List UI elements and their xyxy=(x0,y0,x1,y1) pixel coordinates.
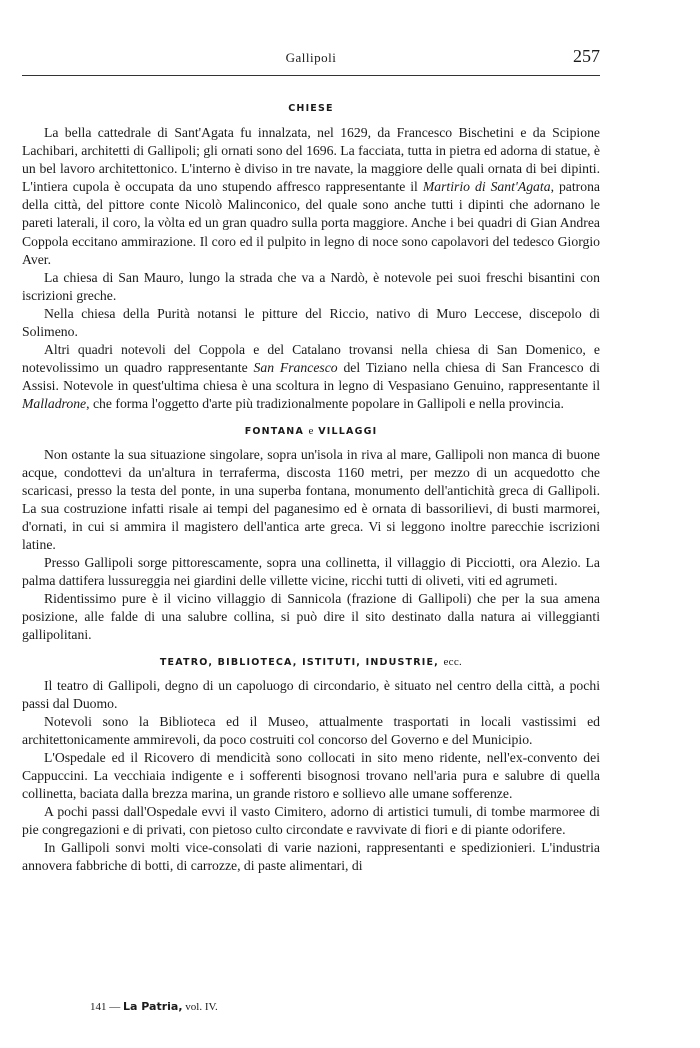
section-heading-chiese xyxy=(22,100,600,118)
paragraph xyxy=(22,124,600,269)
paragraph xyxy=(22,305,600,341)
heading-text: TEATRO, BIBLIOTECA, ISTITUTI, INDUSTRIE, xyxy=(159,656,439,668)
heading-text: CHIESE xyxy=(288,103,334,114)
text-run: , che forma l'oggetto d'arte più tradizionalmente popolare in Gallipoli e nella provincia. xyxy=(86,396,564,412)
section-heading-fontana xyxy=(22,422,600,440)
paragraph xyxy=(22,269,600,305)
text-run: Non ostante la sua situazione singolare, sopra un'isola in riva al mare, Gallipoli non manca di buone acque, condottevi da un'altura in terraferma, discosta 1160 metri, per mezzo di un acquedotto che scaricasi, presso la testa del ponte, in una superba fontana, monumento dell'antichità greca di Gallipoli. La sua costruzione infatti risale ai tempi del paganesimo ed è ornata di bassorilievi, di busti marmorei, d'ornati, in cui si ammira il magistero dell'antica arte greca. Vi si leggono inoltre parecchie iscrizioni latine. xyxy=(22,446,600,552)
heading-conjunction: e xyxy=(308,424,314,437)
page-body xyxy=(22,100,600,876)
page-number: 257 xyxy=(573,46,600,66)
text-run: L'Ospedale ed il Ricovero di mendicità sono collocati in sito meno ridente, nell'ex-convento dei Cappuccini. La vecchiaia indigente e i sofferenti bisognosi trovano nell'aria pura e salubre di quella collinetta, baciata dalla brezza marina, un grande ristoro e sollievo alle umane sofferenze. xyxy=(22,749,600,802)
heading-text: FONTANA xyxy=(244,425,305,437)
text-run: Ridentissimo pure è il vicino villaggio di Sannicola (frazione di Gallipoli) che per la sua amena posizione, alle falde di una salubre collina, si può dire il sito destinato dalla natura ai villeggianti gallipolitani. xyxy=(22,591,600,643)
text-run: La bella cattedrale di Sant'Agata fu innalzata, nel 1629, da Francesco Bischetini e da Scipione Lachibari, architetti di Gallipoli; gli ornati sono del 1696. La facciata, tutta in pietra ed adorna di statue, è un bel lavoro architettonico. L'interno è diviso in tre navate, la maggiore delle quali ornata di bei dipinti. L'intiera cupola è occupata da uno stupendo affresco rappresentante il xyxy=(22,125,600,195)
work-title: La Patria, xyxy=(123,1000,183,1013)
paragraph xyxy=(22,590,600,644)
text-run: A pochi passi dall'Ospedale evvi il vasto Cimitero, adorno di artistici tumuli, di tombe marmoree di pie congregazioni e di privati, con pietoso culto circondate e ravvivate di fiori e di piante odorifere. xyxy=(22,804,600,838)
text-run: del Tiziano nella chiesa di San Francesco di Assisi. Notevole in quest'ultima chiesa è una scoltura in legno di Vespasiano Genuino, rappresentante il xyxy=(22,360,600,394)
italic-title: Martirio di Sant'Agata xyxy=(422,179,551,195)
paragraph xyxy=(22,554,600,590)
text-run: Presso Gallipoli sorge pittorescamente, sopra una collinetta, il villaggio di Picciotti, ora Alezio. La palma dattifera lussureggia nei giardini delle villette vicine, ricchi tutti di oliveti, viti ed agrumeti. xyxy=(22,555,600,589)
text-run: Altri quadri notevoli del Coppola e del Catalano trovansi nella chiesa di San Domenico, e notevolissimo un quadro rappresentante xyxy=(22,342,600,376)
heading-ecc: ecc. xyxy=(443,655,463,668)
paragraph xyxy=(22,677,600,713)
section-heading-teatro xyxy=(22,653,600,671)
paragraph xyxy=(22,713,600,749)
running-title: Gallipoli xyxy=(285,50,337,65)
heading-text-tail: VILLAGGI xyxy=(318,425,378,437)
text-run: , patrona della città, del pittore conte Nicolò Malinconico, del quale sono anche tutti i dipinti che adornano le pareti laterali, il coro, la vòlta ed un gran quadro sulla porta maggiore. Anche i bei quadri di Gian Andrea Coppola eccitano ammirazione. Il coro ed il pulpito in legno di noce sono capolavori del tedesco Giorgio Aver. xyxy=(22,179,601,267)
signature-mark: 141 — xyxy=(90,1001,121,1013)
running-head xyxy=(22,46,600,70)
text-run: Notevoli sono la Biblioteca ed il Museo, attualmente trasportati in locali vastissimi ed architettonicamente ammirevoli, da poco costruiti col concorso del Governo e del Municipio. xyxy=(22,713,600,747)
header-rule xyxy=(22,75,600,76)
text-run: Nella chiesa della Purità notansi le pitture del Riccio, nativo di Muro Leccese, discepolo di Solimeno. xyxy=(22,305,600,340)
paragraph xyxy=(22,803,600,839)
text-run: Il teatro di Gallipoli, degno di un capoluogo di circondario, è situato nel centro della città, a pochi passi dal Duomo. xyxy=(22,677,600,711)
footer-signature xyxy=(90,1000,218,1013)
volume-label: vol. IV. xyxy=(185,1001,218,1013)
paragraph xyxy=(22,446,600,555)
paragraph xyxy=(22,839,600,875)
text-run: In Gallipoli sonvi molti vice-consolati di varie nazioni, rappresentanti e spedizionieri. L'industria annovera fabbriche di botti, di carrozze, di paste alimentari, di xyxy=(22,840,600,874)
italic-title: Malladrone xyxy=(22,396,87,412)
text-run: La chiesa di San Mauro, lungo la strada che va a Nardò, è notevole pei suoi freschi bisantini con iscrizioni greche. xyxy=(22,269,600,303)
paragraph xyxy=(22,749,600,803)
italic-title: San Francesco xyxy=(253,360,338,376)
paragraph xyxy=(22,341,600,413)
